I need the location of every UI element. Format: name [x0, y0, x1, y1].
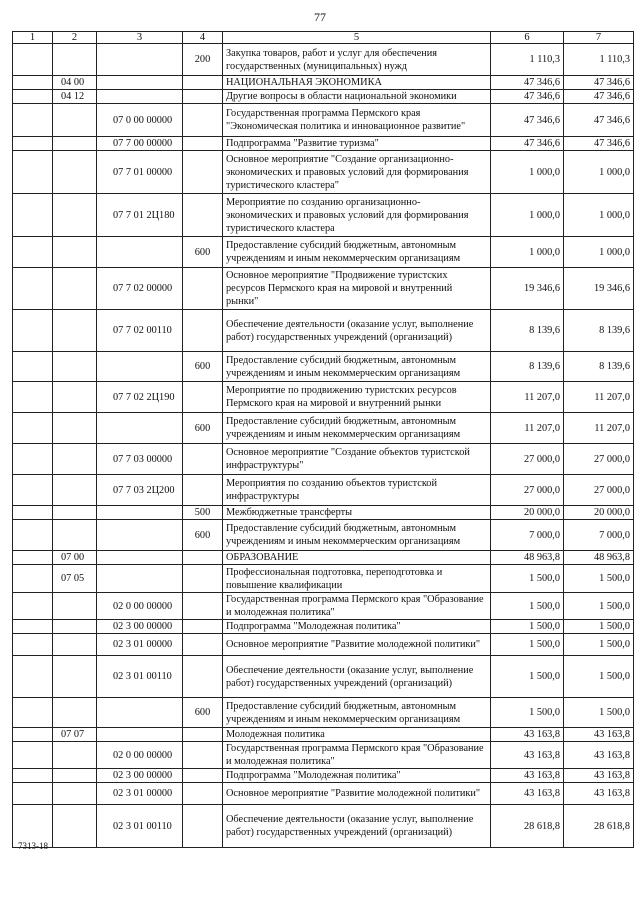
col1-cell: [13, 194, 53, 237]
section-code-cell: [53, 382, 97, 413]
amount-cell: 19 346,6: [491, 268, 564, 310]
col-header-4: 4: [183, 32, 223, 44]
expense-type-cell: [183, 475, 223, 506]
col1-cell: [13, 268, 53, 310]
section-code-cell: [53, 620, 97, 634]
col1-cell: [13, 742, 53, 769]
document-code: 7313-18: [18, 841, 48, 851]
amount-2-cell: 11 207,0: [564, 413, 634, 444]
section-code-cell: 04 00: [53, 76, 97, 90]
target-article-cell: 07 7 01 2Ц180: [97, 194, 183, 237]
expense-type-cell: [183, 620, 223, 634]
table-row: [13, 698, 634, 728]
amount-cell: 7 000,0: [491, 520, 564, 551]
amount-cell: 43 163,8: [491, 769, 564, 783]
section-code-cell: 07 00: [53, 551, 97, 565]
table-row: [13, 268, 634, 310]
section-code-cell: [53, 634, 97, 656]
section-code-cell: [53, 268, 97, 310]
amount-2-cell: 28 618,8: [564, 805, 634, 848]
description-cell: Предоставление субсидий бюджетным, автономным учреждениям и иным некоммерческим организациям: [223, 352, 491, 382]
amount-cell: 20 000,0: [491, 506, 564, 520]
table-row: [13, 76, 634, 90]
amount-2-cell: 48 963,8: [564, 551, 634, 565]
description-cell: Подпрограмма "Молодежная политика": [223, 769, 491, 783]
amount-2-cell: 1 000,0: [564, 194, 634, 237]
amount-2-cell: 1 110,3: [564, 44, 634, 76]
table-body: [13, 44, 634, 848]
amount-cell: 11 207,0: [491, 413, 564, 444]
expense-type-cell: 200: [183, 44, 223, 76]
description-cell: Государственная программа Пермского края "Образование и молодежная политика": [223, 742, 491, 769]
expense-type-cell: [183, 769, 223, 783]
section-code-cell: [53, 783, 97, 805]
section-code-cell: [53, 413, 97, 444]
section-code-cell: [53, 104, 97, 137]
amount-2-cell: 47 346,6: [564, 76, 634, 90]
amount-2-cell: 11 207,0: [564, 382, 634, 413]
col-header-1: 1: [13, 32, 53, 44]
description-cell: Профессиональная подготовка, переподготовка и повышение квалификации: [223, 565, 491, 593]
expense-type-cell: 500: [183, 506, 223, 520]
section-code-cell: [53, 194, 97, 237]
target-article-cell: 07 7 02 00110: [97, 310, 183, 352]
col1-cell: [13, 520, 53, 551]
amount-cell: 47 346,6: [491, 76, 564, 90]
expense-type-cell: [183, 76, 223, 90]
target-article-cell: 07 7 02 2Ц190: [97, 382, 183, 413]
amount-2-cell: 8 139,6: [564, 310, 634, 352]
col1-cell: [13, 783, 53, 805]
amount-cell: 47 346,6: [491, 137, 564, 151]
description-cell: НАЦИОНАЛЬНАЯ ЭКОНОМИКА: [223, 76, 491, 90]
amount-2-cell: 27 000,0: [564, 475, 634, 506]
description-cell: Мероприятие по созданию организационно-экономических и правовых условий для формирования туристического кластера: [223, 194, 491, 237]
table-row: [13, 90, 634, 104]
section-code-cell: [53, 475, 97, 506]
expense-type-cell: [183, 805, 223, 848]
target-article-cell: [97, 551, 183, 565]
table-row: [13, 237, 634, 268]
col1-cell: [13, 413, 53, 444]
col1-cell: [13, 728, 53, 742]
amount-cell: 1 500,0: [491, 698, 564, 728]
expense-type-cell: [183, 194, 223, 237]
table-row: [13, 151, 634, 194]
col1-cell: [13, 352, 53, 382]
section-code-cell: [53, 352, 97, 382]
section-code-cell: [53, 310, 97, 352]
description-cell: Подпрограмма "Развитие туризма": [223, 137, 491, 151]
col-header-7: 7: [564, 32, 634, 44]
target-article-cell: 02 3 01 00110: [97, 805, 183, 848]
description-cell: Молодежная политика: [223, 728, 491, 742]
section-code-cell: [53, 151, 97, 194]
expense-type-cell: [183, 551, 223, 565]
section-code-cell: [53, 520, 97, 551]
amount-2-cell: 8 139,6: [564, 352, 634, 382]
col1-cell: [13, 620, 53, 634]
amount-2-cell: 43 163,8: [564, 783, 634, 805]
target-article-cell: [97, 520, 183, 551]
description-cell: Подпрограмма "Молодежная политика": [223, 620, 491, 634]
amount-cell: 1 000,0: [491, 237, 564, 268]
target-article-cell: 07 7 02 00000: [97, 268, 183, 310]
expense-type-cell: 600: [183, 237, 223, 268]
amount-cell: 48 963,8: [491, 551, 564, 565]
col1-cell: [13, 698, 53, 728]
table-row: [13, 728, 634, 742]
description-cell: Основное мероприятие "Создание объектов туристской инфраструктуры": [223, 444, 491, 475]
table-row: [13, 551, 634, 565]
table-row: [13, 620, 634, 634]
amount-2-cell: 7 000,0: [564, 520, 634, 551]
expense-type-cell: 600: [183, 520, 223, 551]
header-row: [13, 32, 634, 44]
table-row: [13, 769, 634, 783]
section-code-cell: [53, 506, 97, 520]
amount-cell: 43 163,8: [491, 728, 564, 742]
expense-type-cell: [183, 104, 223, 137]
target-article-cell: [97, 237, 183, 268]
page-number: 77: [314, 10, 326, 24]
amount-2-cell: 1 000,0: [564, 151, 634, 194]
description-cell: Государственная программа Пермского края "Образование и молодежная политика": [223, 593, 491, 620]
table-row: [13, 194, 634, 237]
amount-2-cell: 1 500,0: [564, 593, 634, 620]
target-article-cell: [97, 728, 183, 742]
amount-2-cell: 43 163,8: [564, 769, 634, 783]
target-article-cell: 07 7 00 00000: [97, 137, 183, 151]
expense-type-cell: [183, 310, 223, 352]
table-row: [13, 475, 634, 506]
col1-cell: [13, 475, 53, 506]
target-article-cell: 07 7 03 2Ц200: [97, 475, 183, 506]
description-cell: Предоставление субсидий бюджетным, автономным учреждениям и иным некоммерческим организациям: [223, 413, 491, 444]
amount-cell: 43 163,8: [491, 783, 564, 805]
expense-type-cell: [183, 593, 223, 620]
amount-2-cell: 1 500,0: [564, 656, 634, 698]
col1-cell: [13, 90, 53, 104]
table-row: [13, 805, 634, 848]
amount-cell: 43 163,8: [491, 742, 564, 769]
amount-2-cell: 47 346,6: [564, 104, 634, 137]
description-cell: Основное мероприятие "Развитие молодежной политики": [223, 783, 491, 805]
col-header-5: 5: [223, 32, 491, 44]
col1-cell: [13, 634, 53, 656]
section-code-cell: 07 07: [53, 728, 97, 742]
amount-2-cell: 43 163,8: [564, 742, 634, 769]
expense-type-cell: 600: [183, 352, 223, 382]
amount-cell: 1 500,0: [491, 656, 564, 698]
table-row: [13, 506, 634, 520]
table-row: [13, 104, 634, 137]
table-row: [13, 593, 634, 620]
amount-cell: 1 500,0: [491, 620, 564, 634]
description-cell: Мероприятия по созданию объектов туристской инфраструктуры: [223, 475, 491, 506]
expense-type-cell: [183, 151, 223, 194]
expense-type-cell: 600: [183, 413, 223, 444]
section-code-cell: 04 12: [53, 90, 97, 104]
budget-table: [12, 31, 634, 848]
table-row: [13, 413, 634, 444]
amount-2-cell: 27 000,0: [564, 444, 634, 475]
amount-cell: 47 346,6: [491, 90, 564, 104]
expense-type-cell: [183, 137, 223, 151]
section-code-cell: [53, 769, 97, 783]
expense-type-cell: [183, 728, 223, 742]
target-article-cell: [97, 76, 183, 90]
target-article-cell: [97, 413, 183, 444]
amount-2-cell: 1 500,0: [564, 698, 634, 728]
description-cell: Обеспечение деятельности (оказание услуг, выполнение работ) государственных учреждений (организаций): [223, 310, 491, 352]
target-article-cell: 02 3 01 00110: [97, 656, 183, 698]
expense-type-cell: [183, 656, 223, 698]
table-row: [13, 656, 634, 698]
target-article-cell: 07 0 00 00000: [97, 104, 183, 137]
expense-type-cell: [183, 268, 223, 310]
table-row: [13, 742, 634, 769]
table-row: [13, 520, 634, 551]
section-code-cell: [53, 137, 97, 151]
description-cell: Мероприятие по продвижению туристских ресурсов Пермского края на мировой и внутренний рынки: [223, 382, 491, 413]
col1-cell: [13, 76, 53, 90]
section-code-cell: [53, 698, 97, 728]
target-article-cell: [97, 698, 183, 728]
target-article-cell: 07 7 01 00000: [97, 151, 183, 194]
amount-2-cell: 47 346,6: [564, 137, 634, 151]
expense-type-cell: [183, 565, 223, 593]
target-article-cell: [97, 90, 183, 104]
col1-cell: [13, 506, 53, 520]
col-header-6: 6: [491, 32, 564, 44]
section-code-cell: [53, 805, 97, 848]
amount-cell: 1 500,0: [491, 565, 564, 593]
table-row: [13, 382, 634, 413]
col1-cell: [13, 310, 53, 352]
amount-cell: 8 139,6: [491, 310, 564, 352]
section-code-cell: 07 05: [53, 565, 97, 593]
amount-2-cell: 20 000,0: [564, 506, 634, 520]
amount-cell: 8 139,6: [491, 352, 564, 382]
col1-cell: [13, 137, 53, 151]
amount-2-cell: 43 163,8: [564, 728, 634, 742]
amount-cell: 1 500,0: [491, 634, 564, 656]
section-code-cell: [53, 656, 97, 698]
amount-cell: 11 207,0: [491, 382, 564, 413]
description-cell: Основное мероприятие "Продвижение туристских ресурсов Пермского края на мировой и внутренний рынки": [223, 268, 491, 310]
table-row: [13, 634, 634, 656]
col1-cell: [13, 151, 53, 194]
col1-cell: [13, 551, 53, 565]
table-row: [13, 565, 634, 593]
expense-type-cell: [183, 90, 223, 104]
description-cell: Обеспечение деятельности (оказание услуг, выполнение работ) государственных учреждений (организаций): [223, 805, 491, 848]
description-cell: Предоставление субсидий бюджетным, автономным учреждениям и иным некоммерческим организациям: [223, 698, 491, 728]
description-cell: Другие вопросы в области национальной экономики: [223, 90, 491, 104]
expense-type-cell: [183, 634, 223, 656]
amount-cell: 47 346,6: [491, 104, 564, 137]
expense-type-cell: [183, 783, 223, 805]
amount-cell: 1 500,0: [491, 593, 564, 620]
target-article-cell: [97, 506, 183, 520]
expense-type-cell: [183, 382, 223, 413]
amount-cell: 27 000,0: [491, 444, 564, 475]
table-row: [13, 137, 634, 151]
amount-2-cell: 1 500,0: [564, 634, 634, 656]
description-cell: Государственная программа Пермского края "Экономическая политика и инновационное развитие": [223, 104, 491, 137]
amount-cell: 1 000,0: [491, 151, 564, 194]
table-row: [13, 352, 634, 382]
amount-cell: 27 000,0: [491, 475, 564, 506]
expense-type-cell: [183, 742, 223, 769]
target-article-cell: [97, 352, 183, 382]
table-row: [13, 44, 634, 76]
col1-cell: [13, 104, 53, 137]
target-article-cell: 02 0 00 00000: [97, 742, 183, 769]
description-cell: Предоставление субсидий бюджетным, автономным учреждениям и иным некоммерческим организациям: [223, 520, 491, 551]
section-code-cell: [53, 742, 97, 769]
target-article-cell: 02 3 00 00000: [97, 769, 183, 783]
col1-cell: [13, 769, 53, 783]
col1-cell: [13, 593, 53, 620]
section-code-cell: [53, 593, 97, 620]
expense-type-cell: [183, 444, 223, 475]
amount-cell: 1 110,3: [491, 44, 564, 76]
table-row: [13, 444, 634, 475]
expense-type-cell: 600: [183, 698, 223, 728]
target-article-cell: 02 3 01 00000: [97, 783, 183, 805]
amount-2-cell: 1 000,0: [564, 237, 634, 268]
col1-cell: [13, 444, 53, 475]
col1-cell: [13, 382, 53, 413]
target-article-cell: [97, 44, 183, 76]
col-header-3: 3: [97, 32, 183, 44]
amount-cell: 28 618,8: [491, 805, 564, 848]
amount-2-cell: 1 500,0: [564, 565, 634, 593]
col1-cell: [13, 237, 53, 268]
col-header-2: 2: [53, 32, 97, 44]
description-cell: Обеспечение деятельности (оказание услуг, выполнение работ) государственных учреждений (организаций): [223, 656, 491, 698]
amount-2-cell: 19 346,6: [564, 268, 634, 310]
amount-cell: 1 000,0: [491, 194, 564, 237]
section-code-cell: [53, 444, 97, 475]
table-row: [13, 783, 634, 805]
target-article-cell: 07 7 03 00000: [97, 444, 183, 475]
section-code-cell: [53, 237, 97, 268]
col1-cell: [13, 565, 53, 593]
description-cell: Межбюджетные трансферты: [223, 506, 491, 520]
table-row: [13, 310, 634, 352]
amount-2-cell: 47 346,6: [564, 90, 634, 104]
section-code-cell: [53, 44, 97, 76]
description-cell: Основное мероприятие "Создание организационно-экономических и правовых условий для формирования туристического кластера": [223, 151, 491, 194]
description-cell: Основное мероприятие "Развитие молодежной политики": [223, 634, 491, 656]
col1-cell: [13, 656, 53, 698]
col1-cell: [13, 44, 53, 76]
description-cell: ОБРАЗОВАНИЕ: [223, 551, 491, 565]
target-article-cell: 02 3 00 00000: [97, 620, 183, 634]
target-article-cell: 02 0 00 00000: [97, 593, 183, 620]
target-article-cell: 02 3 01 00000: [97, 634, 183, 656]
description-cell: Предоставление субсидий бюджетным, автономным учреждениям и иным некоммерческим организациям: [223, 237, 491, 268]
target-article-cell: [97, 565, 183, 593]
description-cell: Закупка товаров, работ и услуг для обеспечения государственных (муниципальных) нужд: [223, 44, 491, 76]
amount-2-cell: 1 500,0: [564, 620, 634, 634]
